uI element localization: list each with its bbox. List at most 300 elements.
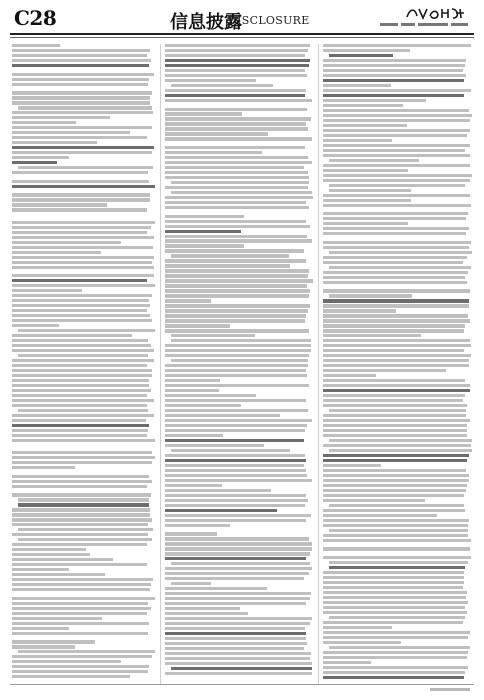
text-line	[12, 121, 76, 124]
text-line	[12, 480, 152, 483]
text-line	[165, 239, 312, 242]
text-line	[12, 339, 148, 342]
text-line	[165, 489, 271, 492]
text-line	[323, 676, 464, 679]
text-line	[12, 91, 152, 94]
text-column-3	[323, 44, 472, 684]
text-line	[165, 309, 308, 312]
text-line	[165, 64, 309, 67]
text-line	[12, 568, 69, 571]
text-line	[12, 617, 102, 620]
text-line	[12, 640, 95, 643]
text-line	[323, 241, 471, 244]
text-line	[329, 189, 411, 192]
text-line	[323, 246, 469, 249]
text-line	[12, 78, 149, 81]
text-line	[329, 449, 472, 452]
text-line	[12, 54, 147, 57]
text-line	[323, 74, 466, 77]
text-line	[12, 518, 152, 521]
text-line	[165, 652, 311, 655]
text-line	[323, 479, 469, 482]
text-line	[323, 359, 469, 362]
text-line	[323, 199, 411, 202]
text-line	[165, 274, 308, 277]
text-line	[165, 552, 310, 555]
text-line	[12, 44, 60, 47]
text-line	[165, 637, 306, 640]
text-line	[12, 660, 121, 663]
text-line	[323, 621, 463, 624]
text-line	[165, 235, 307, 238]
text-line	[12, 439, 155, 442]
text-line	[323, 174, 472, 177]
masthead	[0, 0, 484, 42]
text-line	[12, 309, 147, 312]
text-line	[12, 171, 148, 174]
text-line	[12, 213, 155, 215]
text-line	[323, 144, 470, 147]
text-line	[12, 146, 154, 149]
text-line	[165, 444, 264, 447]
text-line	[323, 434, 467, 437]
text-line	[18, 503, 149, 506]
text-line	[323, 289, 470, 292]
text-line	[165, 647, 304, 650]
text-line	[323, 286, 472, 288]
text-line	[12, 83, 148, 86]
text-line	[323, 227, 469, 230]
text-line	[165, 404, 241, 407]
text-line	[12, 111, 153, 114]
text-line	[323, 399, 463, 402]
text-line	[323, 169, 408, 172]
text-line	[12, 299, 149, 302]
text-line	[171, 334, 255, 337]
text-line	[323, 84, 391, 87]
text-line	[323, 414, 466, 417]
text-line	[12, 176, 155, 178]
text-line	[165, 206, 309, 209]
text-line	[323, 369, 446, 372]
text-line	[12, 369, 152, 372]
text-line	[165, 117, 311, 120]
text-line	[12, 447, 155, 449]
text-line	[329, 439, 472, 442]
text-line	[323, 571, 464, 574]
text-line	[12, 116, 110, 119]
text-line	[12, 414, 154, 417]
text-line	[12, 221, 155, 224]
text-line	[12, 359, 154, 362]
text-line	[323, 104, 403, 107]
text-line	[323, 59, 466, 62]
text-line	[165, 369, 306, 372]
text-line	[12, 251, 101, 254]
text-line	[323, 256, 467, 259]
text-line	[12, 208, 147, 211]
text-line	[323, 314, 468, 317]
text-line	[323, 611, 467, 614]
text-line	[323, 154, 470, 157]
text-line	[12, 203, 107, 206]
text-line	[12, 451, 152, 454]
text-line	[165, 597, 310, 600]
text-line	[323, 79, 464, 82]
text-line	[165, 657, 310, 660]
text-line	[171, 359, 308, 362]
text-line	[165, 196, 313, 199]
text-line	[165, 394, 256, 397]
text-line	[165, 279, 313, 282]
text-line	[323, 99, 426, 102]
text-line	[323, 309, 396, 312]
text-line	[12, 493, 151, 496]
text-line	[18, 528, 153, 531]
text-line	[323, 454, 469, 457]
text-line	[165, 364, 308, 367]
text-line	[323, 509, 465, 512]
text-line	[171, 191, 312, 194]
text-line	[12, 364, 147, 367]
text-line	[12, 101, 150, 104]
text-line	[323, 626, 392, 629]
text-line	[171, 254, 289, 257]
text-line	[171, 562, 310, 565]
text-line	[323, 656, 467, 659]
text-line	[165, 142, 313, 144]
text-line	[165, 176, 309, 179]
text-line	[171, 181, 309, 184]
text-line	[12, 404, 147, 407]
text-line	[12, 289, 82, 292]
text-line	[165, 499, 308, 502]
text-line	[12, 456, 155, 459]
text-line	[165, 384, 309, 387]
text-line	[12, 429, 148, 432]
text-line	[12, 645, 75, 648]
text-line	[165, 289, 310, 292]
text-line	[329, 294, 412, 297]
text-line	[12, 424, 149, 427]
text-line	[165, 424, 307, 427]
text-line	[12, 126, 152, 129]
text-line	[323, 237, 472, 239]
text-line	[323, 208, 472, 210]
text-line	[323, 334, 421, 337]
page-footer	[0, 684, 484, 700]
text-line	[323, 204, 471, 207]
text-column-2	[165, 44, 313, 684]
text-line	[165, 409, 308, 412]
text-line	[12, 136, 147, 139]
text-line	[323, 379, 465, 382]
text-line	[12, 593, 155, 595]
text-line	[12, 270, 155, 272]
text-line	[323, 69, 463, 72]
text-line	[323, 324, 465, 327]
text-line	[165, 379, 220, 382]
text-line	[323, 114, 472, 117]
text-line	[12, 49, 150, 52]
text-line	[12, 261, 152, 264]
page-number: C28	[14, 6, 57, 30]
text-line	[329, 409, 466, 412]
text-line	[165, 602, 306, 605]
text-line	[12, 612, 147, 615]
text-line	[12, 597, 155, 600]
text-line	[165, 201, 306, 204]
text-line	[165, 137, 312, 140]
text-line	[18, 538, 152, 541]
text-line	[323, 419, 470, 422]
text-line	[323, 276, 465, 279]
text-line	[165, 146, 305, 149]
text-line	[323, 429, 467, 432]
text-line	[12, 131, 130, 134]
text-line	[323, 444, 471, 447]
text-line	[12, 523, 148, 526]
text-line	[165, 474, 307, 477]
text-line	[329, 561, 468, 564]
footer-print-mark	[430, 688, 470, 691]
text-line	[12, 543, 147, 546]
text-line	[12, 434, 147, 437]
text-line	[323, 179, 470, 182]
text-line	[323, 539, 471, 542]
text-line	[329, 646, 470, 649]
text-line	[12, 607, 151, 610]
text-line	[323, 464, 381, 467]
text-line	[329, 54, 393, 57]
section-subtitle: DISCLOSURE	[228, 14, 310, 27]
text-line	[12, 558, 113, 561]
text-line	[12, 578, 153, 581]
text-line	[323, 89, 471, 92]
column-divider	[318, 44, 319, 684]
text-line	[12, 627, 69, 630]
text-line	[323, 651, 468, 654]
text-line	[329, 529, 468, 532]
text-line	[12, 384, 149, 387]
text-line	[323, 149, 465, 152]
text-line	[165, 439, 304, 442]
text-line	[12, 485, 147, 488]
text-line	[323, 109, 469, 112]
text-line	[18, 166, 153, 169]
text-line	[12, 279, 147, 282]
text-line	[171, 84, 273, 87]
text-line	[323, 576, 464, 579]
text-line	[323, 469, 466, 472]
text-line	[323, 364, 469, 367]
text-line	[18, 329, 155, 332]
text-line	[171, 449, 290, 452]
text-line	[323, 671, 465, 674]
text-line	[165, 504, 305, 507]
text-line	[171, 339, 311, 342]
text-line	[165, 304, 310, 307]
text-line	[165, 617, 312, 620]
text-line	[18, 650, 155, 653]
text-line	[12, 324, 59, 327]
text-line	[323, 596, 466, 599]
text-line	[12, 73, 154, 76]
text-line	[165, 89, 306, 92]
text-line	[323, 424, 467, 427]
text-line	[165, 171, 308, 174]
text-line	[165, 161, 312, 164]
column-divider	[160, 44, 161, 684]
text-line	[165, 587, 267, 590]
text-line	[323, 552, 472, 554]
text-line	[323, 139, 392, 142]
text-line	[323, 404, 467, 407]
text-column-1	[12, 44, 155, 684]
text-line	[323, 217, 466, 220]
text-line	[12, 655, 152, 658]
text-line	[323, 194, 470, 197]
text-line	[12, 344, 151, 347]
text-line	[329, 616, 465, 619]
text-line	[323, 556, 471, 559]
text-line	[323, 519, 469, 522]
text-line	[12, 334, 132, 337]
text-line	[165, 537, 309, 540]
text-line	[323, 124, 407, 127]
header-rule-thin	[10, 37, 474, 38]
text-line	[165, 414, 280, 417]
text-line	[165, 429, 305, 432]
text-line	[12, 294, 152, 297]
text-line	[165, 211, 313, 213]
text-line	[323, 666, 468, 669]
text-line	[329, 266, 471, 269]
text-line	[18, 498, 149, 501]
text-line	[12, 226, 151, 229]
text-line	[18, 354, 148, 357]
text-line	[165, 79, 256, 82]
text-line	[12, 284, 155, 287]
text-line	[165, 94, 305, 97]
text-line	[323, 524, 468, 527]
text-line	[12, 444, 155, 446]
text-line	[165, 494, 306, 497]
text-line	[323, 474, 469, 477]
text-line	[323, 484, 467, 487]
text-line	[165, 672, 312, 675]
text-line	[165, 220, 306, 223]
text-line	[323, 44, 471, 47]
text-line	[12, 394, 147, 397]
text-line	[323, 459, 467, 462]
text-line	[12, 665, 149, 668]
text-line	[12, 190, 155, 192]
text-line	[165, 269, 309, 272]
text-line	[12, 96, 150, 99]
text-line	[329, 566, 465, 569]
header-rule-thick	[10, 33, 474, 35]
text-line	[323, 281, 467, 284]
text-line	[12, 69, 155, 71]
text-line	[165, 132, 268, 135]
text-line	[12, 314, 150, 317]
text-line	[323, 661, 371, 664]
text-line	[12, 632, 148, 635]
text-line	[12, 88, 155, 90]
text-line	[165, 484, 222, 487]
text-line	[323, 164, 470, 167]
text-line	[323, 134, 467, 137]
text-line	[165, 454, 305, 457]
text-line	[323, 349, 464, 352]
text-line	[323, 319, 470, 322]
text-line	[165, 299, 211, 302]
text-line	[12, 508, 150, 511]
text-line	[12, 583, 151, 586]
text-line	[12, 256, 154, 259]
text-line	[165, 244, 244, 247]
text-line	[165, 572, 309, 575]
text-line	[323, 339, 470, 342]
text-line	[323, 591, 467, 594]
text-line	[165, 99, 312, 102]
text-line	[12, 274, 154, 277]
text-line	[12, 670, 148, 673]
text-line	[323, 534, 468, 537]
text-line	[12, 637, 155, 639]
text-line	[323, 261, 463, 264]
text-line	[165, 151, 262, 154]
text-line	[323, 64, 465, 67]
text-line	[12, 161, 57, 164]
text-line	[165, 354, 309, 357]
text-line	[165, 459, 306, 462]
text-line	[323, 586, 463, 589]
text-line	[12, 349, 154, 352]
text-line	[165, 225, 310, 228]
text-line	[165, 215, 244, 218]
text-line	[165, 44, 310, 47]
text-line	[165, 294, 309, 297]
text-line	[12, 622, 149, 625]
text-line	[323, 94, 464, 97]
text-line	[165, 166, 304, 169]
text-line	[323, 222, 408, 225]
text-line	[323, 499, 425, 502]
text-line	[323, 344, 471, 347]
text-line	[12, 461, 152, 464]
text-line	[165, 542, 312, 545]
text-line	[12, 141, 97, 144]
text-line	[12, 513, 150, 516]
text-line	[323, 514, 437, 517]
text-line	[329, 184, 465, 187]
text-line	[323, 547, 470, 550]
text-line	[165, 156, 308, 159]
text-line	[165, 519, 306, 522]
text-line	[323, 641, 401, 644]
text-line	[12, 374, 152, 377]
text-line	[12, 419, 146, 422]
text-line	[165, 479, 312, 482]
text-line	[165, 49, 308, 52]
text-line	[165, 529, 313, 531]
text-line	[165, 509, 277, 512]
text-line	[165, 607, 240, 610]
issue-info-line	[380, 22, 468, 28]
text-line	[165, 612, 248, 615]
